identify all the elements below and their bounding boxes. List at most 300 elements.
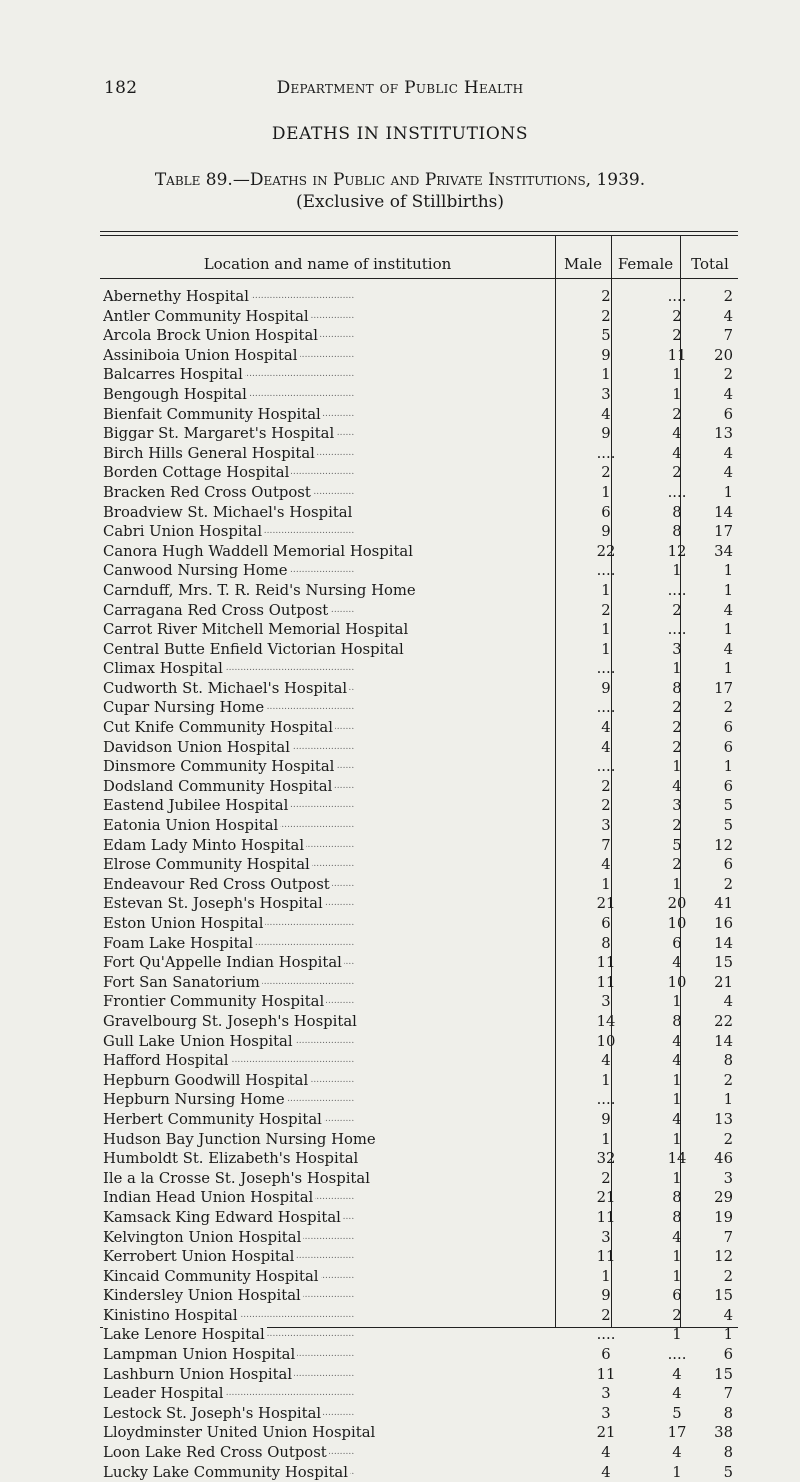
page-header bbox=[0, 78, 800, 108]
institution-name-cell bbox=[103, 1169, 517, 1189]
male-deaths-cell: .... bbox=[596, 444, 616, 462]
institution-name-cell bbox=[103, 620, 517, 640]
female-deaths-cell: .... bbox=[667, 288, 687, 305]
institution-name-cell bbox=[103, 1384, 517, 1404]
male-deaths-cell: 2 bbox=[601, 797, 611, 815]
institution-name-cell bbox=[103, 1012, 517, 1032]
table-row bbox=[0, 1267, 800, 1287]
institution-name: Fort San Sanatorium bbox=[103, 973, 260, 991]
female-deaths-cell: 4 bbox=[672, 1228, 682, 1246]
male-deaths-cell: 4 bbox=[601, 1463, 611, 1481]
table-row bbox=[0, 914, 800, 934]
total-deaths-cell: 6 bbox=[723, 719, 733, 737]
table-row bbox=[0, 816, 800, 836]
institution-name-cell bbox=[103, 287, 517, 307]
female-deaths-cell: 4 bbox=[672, 1444, 682, 1462]
female-deaths-cell: 12 bbox=[667, 542, 687, 560]
total-deaths-cell: 16 bbox=[714, 915, 733, 932]
institution-name-cell bbox=[103, 679, 517, 699]
institution-name: Assiniboia Union Hospital bbox=[103, 346, 298, 364]
institution-name-cell bbox=[103, 365, 517, 385]
female-deaths-cell: 1 bbox=[672, 1091, 682, 1109]
institution-name: Kincaid Community Hospital bbox=[103, 1267, 319, 1285]
male-deaths-cell: 8 bbox=[601, 934, 611, 952]
total-deaths-cell: 2 bbox=[723, 875, 733, 893]
institution-name-cell bbox=[103, 836, 517, 856]
institution-name-cell bbox=[103, 1208, 517, 1228]
total-deaths-cell: 46 bbox=[714, 1150, 733, 1168]
total-deaths-cell: 4 bbox=[723, 640, 733, 658]
female-deaths-cell: 3 bbox=[672, 797, 682, 815]
female-deaths-cell: 1 bbox=[672, 562, 682, 580]
institution-name: Eastend Jubilee Hospital bbox=[103, 797, 289, 815]
female-deaths-cell: 1 bbox=[672, 1248, 682, 1266]
table-row bbox=[0, 444, 800, 464]
institution-name: Loon Lake Red Cross Outpost bbox=[103, 1444, 327, 1462]
total-deaths-cell: 34 bbox=[714, 542, 733, 560]
total-deaths-cell: 38 bbox=[714, 1424, 733, 1442]
institution-name: Lloydminster United Union Hospital bbox=[103, 1424, 376, 1442]
institution-name: Biggar St. Margaret's Hospital bbox=[103, 425, 335, 443]
female-deaths-cell: 8 bbox=[672, 1208, 682, 1226]
table-row bbox=[0, 1188, 800, 1208]
institution-name: Cabri Union Hospital bbox=[103, 523, 263, 541]
institution-name-cell bbox=[103, 1149, 517, 1169]
male-deaths-cell: 4 bbox=[601, 719, 611, 737]
institution-name-cell bbox=[103, 777, 517, 797]
total-deaths-cell: 13 bbox=[714, 425, 733, 443]
institution-name-cell bbox=[103, 1032, 517, 1052]
institution-name-cell bbox=[103, 1071, 517, 1091]
institution-name-cell bbox=[103, 1325, 517, 1345]
female-deaths-cell: 1 bbox=[672, 993, 682, 1011]
male-deaths-cell: 3 bbox=[601, 1228, 611, 1246]
institution-name: Climax Hospital bbox=[103, 660, 223, 678]
table-row bbox=[0, 1149, 800, 1169]
male-deaths-cell: .... bbox=[596, 758, 616, 776]
institution-name: Herbert Community Hospital bbox=[103, 1110, 322, 1128]
institution-name: Arcola Brock Union Hospital bbox=[103, 327, 319, 345]
table-top-rule-inner bbox=[100, 235, 738, 236]
institution-name: Central Butte Enfield Victorian Hospital bbox=[103, 640, 404, 658]
institution-name-cell bbox=[103, 1286, 517, 1306]
male-deaths-cell: 1 bbox=[601, 1130, 611, 1148]
female-deaths-cell: 20 bbox=[667, 895, 687, 913]
institution-name-cell bbox=[103, 444, 517, 464]
female-deaths-cell: 17 bbox=[667, 1424, 687, 1442]
institution-name-cell bbox=[103, 816, 517, 836]
institution-name-cell bbox=[103, 1228, 517, 1248]
male-deaths-cell: 3 bbox=[601, 993, 611, 1011]
total-deaths-cell: 2 bbox=[723, 1071, 733, 1089]
male-deaths-cell: 21 bbox=[596, 895, 616, 913]
total-deaths-cell: 4 bbox=[723, 444, 733, 462]
column-header-male: Male bbox=[564, 255, 602, 273]
table-row bbox=[0, 1247, 800, 1267]
female-deaths-cell: 4 bbox=[672, 1365, 682, 1383]
male-deaths-cell: 3 bbox=[601, 1385, 611, 1403]
table-row bbox=[0, 385, 800, 405]
institution-name: Eston Union Hospital bbox=[103, 915, 264, 932]
total-deaths-cell: 1 bbox=[723, 581, 733, 599]
table-row bbox=[0, 1032, 800, 1052]
male-deaths-cell: 9 bbox=[601, 679, 611, 697]
male-deaths-cell: .... bbox=[596, 562, 616, 580]
institution-name: Borden Cottage Hospital bbox=[103, 464, 290, 482]
institution-name-cell bbox=[103, 1443, 517, 1463]
male-deaths-cell: .... bbox=[596, 1326, 616, 1344]
female-deaths-cell: 1 bbox=[672, 1326, 682, 1344]
total-deaths-cell: 15 bbox=[714, 954, 733, 972]
total-deaths-cell: 4 bbox=[723, 464, 733, 482]
institution-name: Cut Knife Community Hospital bbox=[103, 719, 333, 737]
institution-name: Hepburn Nursing Home bbox=[103, 1091, 285, 1109]
institution-name: Carrot River Mitchell Memorial Hospital bbox=[103, 621, 409, 639]
page-number: 182 bbox=[104, 78, 138, 98]
male-deaths-cell: 1 bbox=[601, 483, 611, 501]
total-deaths-cell: 4 bbox=[723, 993, 733, 1011]
male-deaths-cell: 21 bbox=[596, 1189, 616, 1207]
table-row bbox=[0, 1306, 800, 1326]
male-deaths-cell: 1 bbox=[601, 875, 611, 893]
institution-name: Ile a la Crosse St. Joseph's Hospital bbox=[103, 1169, 370, 1187]
female-deaths-cell: 11 bbox=[667, 346, 687, 364]
institution-name: Balcarres Hospital bbox=[103, 366, 243, 384]
total-deaths-cell: 7 bbox=[723, 327, 733, 345]
male-deaths-cell: 4 bbox=[601, 1052, 611, 1070]
male-deaths-cell: .... bbox=[596, 1091, 616, 1109]
table-row bbox=[0, 1051, 800, 1071]
table-row bbox=[0, 679, 800, 699]
institution-name: Lestock St. Joseph's Hospital bbox=[103, 1404, 322, 1422]
institution-name: Carragana Red Cross Outpost bbox=[103, 601, 329, 619]
total-deaths-cell: 41 bbox=[714, 895, 733, 913]
male-deaths-cell: 11 bbox=[596, 1248, 616, 1266]
table-row bbox=[0, 659, 800, 679]
female-deaths-cell: 1 bbox=[672, 1130, 682, 1148]
total-deaths-cell: 2 bbox=[723, 288, 733, 305]
total-deaths-cell: 4 bbox=[723, 1306, 733, 1324]
table-row bbox=[0, 1012, 800, 1032]
female-deaths-cell: 4 bbox=[672, 1032, 682, 1050]
female-deaths-cell: 3 bbox=[672, 640, 682, 658]
male-deaths-cell: 22 bbox=[596, 542, 616, 560]
institution-name: Carnduff, Mrs. T. R. Reid's Nursing Home bbox=[103, 581, 416, 599]
institution-name: Lucky Lake Community Hospital bbox=[103, 1463, 348, 1481]
total-deaths-cell: 6 bbox=[723, 738, 733, 756]
table-row bbox=[0, 307, 800, 327]
table-top-rule bbox=[100, 231, 738, 232]
female-deaths-cell: 1 bbox=[672, 875, 682, 893]
male-deaths-cell: 9 bbox=[601, 425, 611, 443]
table-row bbox=[0, 1325, 800, 1345]
table-row bbox=[0, 581, 800, 601]
institution-name: Gull Lake Union Hospital bbox=[103, 1032, 293, 1050]
institution-name-cell bbox=[103, 307, 517, 327]
male-deaths-cell: 1 bbox=[601, 621, 611, 639]
female-deaths-cell: 10 bbox=[667, 973, 687, 991]
female-deaths-cell: 14 bbox=[667, 1150, 687, 1168]
male-deaths-cell: 10 bbox=[596, 1032, 616, 1050]
table-row bbox=[0, 1423, 800, 1443]
table-row bbox=[0, 463, 800, 483]
institution-name-cell bbox=[103, 757, 517, 777]
institution-name: Fort Qu'Appelle Indian Hospital bbox=[103, 954, 342, 972]
table-row bbox=[0, 738, 800, 758]
total-deaths-cell: 1 bbox=[723, 758, 733, 776]
institution-name: Hudson Bay Junction Nursing Home bbox=[103, 1130, 376, 1148]
institution-name-cell bbox=[103, 1247, 517, 1267]
institution-name-cell bbox=[103, 1404, 517, 1424]
table-header-rule bbox=[100, 278, 738, 279]
table-row bbox=[0, 836, 800, 856]
male-deaths-cell: 1 bbox=[601, 366, 611, 384]
institution-name: Kelvington Union Hospital bbox=[103, 1228, 302, 1246]
table-row bbox=[0, 1365, 800, 1385]
female-deaths-cell: 5 bbox=[672, 1404, 682, 1422]
female-deaths-cell: 4 bbox=[672, 1110, 682, 1128]
table-row bbox=[0, 973, 800, 993]
table-row bbox=[0, 796, 800, 816]
female-deaths-cell: 1 bbox=[672, 660, 682, 678]
male-deaths-cell: 6 bbox=[601, 503, 611, 521]
total-deaths-cell: 14 bbox=[714, 503, 733, 521]
institution-name-cell bbox=[103, 640, 517, 660]
total-deaths-cell: 21 bbox=[714, 973, 733, 991]
male-deaths-cell: 11 bbox=[596, 973, 616, 991]
column-header-total: Total bbox=[691, 255, 729, 273]
institution-name-cell bbox=[103, 1306, 517, 1326]
table-caption-title: Table 89.—Deaths in Public and Private Institutions, 1939. bbox=[154, 170, 646, 190]
institution-name-cell bbox=[103, 914, 517, 934]
institution-name-cell bbox=[103, 698, 517, 718]
institution-name: Bengough Hospital bbox=[103, 385, 247, 403]
institution-name: Hepburn Goodwill Hospital bbox=[103, 1071, 309, 1089]
table-row bbox=[0, 1443, 800, 1463]
institution-name: Indian Head Union Hospital bbox=[103, 1189, 314, 1207]
institution-name: Frontier Community Hospital bbox=[103, 993, 325, 1011]
table-row bbox=[0, 1228, 800, 1248]
male-deaths-cell: 5 bbox=[601, 327, 611, 345]
female-deaths-cell: 1 bbox=[672, 1463, 682, 1481]
total-deaths-cell: 8 bbox=[723, 1444, 733, 1462]
female-deaths-cell: 8 bbox=[672, 1012, 682, 1030]
male-deaths-cell: 2 bbox=[601, 464, 611, 482]
institution-name: Estevan St. Joseph's Hospital bbox=[103, 895, 323, 913]
table-row bbox=[0, 1384, 800, 1404]
table-row bbox=[0, 1169, 800, 1189]
female-deaths-cell: 1 bbox=[672, 1267, 682, 1285]
institution-name: Lashburn Union Hospital bbox=[103, 1365, 293, 1383]
female-deaths-cell: .... bbox=[667, 1346, 687, 1364]
section-title: DEATHS IN INSTITUTIONS bbox=[271, 124, 529, 144]
institution-name-cell bbox=[103, 581, 517, 601]
table-row bbox=[0, 1090, 800, 1110]
column-header-female: Female bbox=[617, 255, 674, 273]
male-deaths-cell: 2 bbox=[601, 777, 611, 795]
male-deaths-cell: 32 bbox=[596, 1150, 616, 1168]
institution-name: Cupar Nursing Home bbox=[103, 699, 265, 717]
male-deaths-cell: 4 bbox=[601, 856, 611, 874]
male-deaths-cell: 2 bbox=[601, 1306, 611, 1324]
male-deaths-cell: 1 bbox=[601, 640, 611, 658]
institution-name: Eatonia Union Hospital bbox=[103, 817, 279, 835]
total-deaths-cell: 5 bbox=[723, 1463, 733, 1481]
table-row bbox=[0, 365, 800, 385]
institution-name-cell bbox=[103, 1090, 517, 1110]
male-deaths-cell: 9 bbox=[601, 1287, 611, 1305]
institution-name-cell bbox=[103, 796, 517, 816]
female-deaths-cell: 2 bbox=[672, 719, 682, 737]
table-body bbox=[0, 287, 800, 1482]
male-deaths-cell: 3 bbox=[601, 817, 611, 835]
table-row bbox=[0, 1286, 800, 1306]
institution-name-cell bbox=[103, 1267, 517, 1287]
female-deaths-cell: 4 bbox=[672, 1385, 682, 1403]
female-deaths-cell: 4 bbox=[672, 777, 682, 795]
institution-name: Kerrobert Union Hospital bbox=[103, 1248, 295, 1266]
female-deaths-cell: 2 bbox=[672, 1306, 682, 1324]
table-row bbox=[0, 424, 800, 444]
institution-name-cell bbox=[103, 483, 517, 503]
total-deaths-cell: 1 bbox=[723, 621, 733, 639]
male-deaths-cell: 4 bbox=[601, 405, 611, 423]
table-row bbox=[0, 875, 800, 895]
table-row bbox=[0, 620, 800, 640]
table-row bbox=[0, 855, 800, 875]
institution-name: Leader Hospital bbox=[103, 1385, 224, 1403]
institution-name-cell bbox=[103, 1345, 517, 1365]
total-deaths-cell: 1 bbox=[723, 1326, 733, 1344]
institution-name-cell bbox=[103, 973, 517, 993]
total-deaths-cell: 22 bbox=[714, 1012, 733, 1030]
male-deaths-cell: 11 bbox=[596, 1365, 616, 1383]
total-deaths-cell: 15 bbox=[714, 1365, 733, 1383]
female-deaths-cell: 2 bbox=[672, 464, 682, 482]
male-deaths-cell: 3 bbox=[601, 1404, 611, 1422]
table-row bbox=[0, 698, 800, 718]
total-deaths-cell: 2 bbox=[723, 1267, 733, 1285]
female-deaths-cell: .... bbox=[667, 621, 687, 639]
institution-name: Canora Hugh Waddell Memorial Hospital bbox=[103, 542, 413, 560]
table-row bbox=[0, 346, 800, 366]
total-deaths-cell: 20 bbox=[714, 346, 733, 364]
institution-name: Canwood Nursing Home bbox=[103, 562, 288, 580]
female-deaths-cell: 2 bbox=[672, 817, 682, 835]
table-row bbox=[0, 934, 800, 954]
total-deaths-cell: 19 bbox=[714, 1208, 733, 1226]
institution-name: Kinistino Hospital bbox=[103, 1306, 238, 1324]
institution-name-cell bbox=[103, 463, 517, 483]
male-deaths-cell: 4 bbox=[601, 1444, 611, 1462]
female-deaths-cell: 4 bbox=[672, 1052, 682, 1070]
total-deaths-cell: 1 bbox=[723, 660, 733, 678]
male-deaths-cell: 3 bbox=[601, 385, 611, 403]
total-deaths-cell: 8 bbox=[723, 1404, 733, 1422]
total-deaths-cell: 12 bbox=[714, 836, 733, 854]
female-deaths-cell: 2 bbox=[672, 699, 682, 717]
male-deaths-cell: .... bbox=[596, 660, 616, 678]
table-row bbox=[0, 405, 800, 425]
total-deaths-cell: 6 bbox=[723, 856, 733, 874]
institution-name: Lake Lenore Hospital bbox=[103, 1326, 265, 1344]
institution-name-cell bbox=[103, 855, 517, 875]
male-deaths-cell: 2 bbox=[601, 1169, 611, 1187]
female-deaths-cell: 8 bbox=[672, 679, 682, 697]
male-deaths-cell: 11 bbox=[596, 1208, 616, 1226]
institution-name: Gravelbourg St. Joseph's Hospital bbox=[103, 1012, 357, 1030]
male-deaths-cell: .... bbox=[596, 699, 616, 717]
table-row bbox=[0, 1130, 800, 1150]
male-deaths-cell: 11 bbox=[596, 954, 616, 972]
institution-name: Dodsland Community Hospital bbox=[103, 777, 333, 795]
male-deaths-cell: 1 bbox=[601, 1071, 611, 1089]
table-row bbox=[0, 1404, 800, 1424]
total-deaths-cell: 3 bbox=[723, 1169, 733, 1187]
male-deaths-cell: 9 bbox=[601, 523, 611, 541]
female-deaths-cell: 2 bbox=[672, 327, 682, 345]
total-deaths-cell: 4 bbox=[723, 601, 733, 619]
total-deaths-cell: 1 bbox=[723, 483, 733, 501]
male-deaths-cell: 14 bbox=[596, 1012, 616, 1030]
table-row bbox=[0, 894, 800, 914]
male-deaths-cell: 21 bbox=[596, 1424, 616, 1442]
total-deaths-cell: 2 bbox=[723, 1130, 733, 1148]
female-deaths-cell: 8 bbox=[672, 503, 682, 521]
total-deaths-cell: 5 bbox=[723, 817, 733, 835]
institution-name-cell bbox=[103, 326, 517, 346]
table-caption-subtitle: (Exclusive of Stillbirths) bbox=[295, 192, 505, 212]
table-row bbox=[0, 522, 800, 542]
male-deaths-cell: 2 bbox=[601, 601, 611, 619]
institution-name-cell bbox=[103, 1188, 517, 1208]
female-deaths-cell: 4 bbox=[672, 954, 682, 972]
table-row bbox=[0, 992, 800, 1012]
table-row bbox=[0, 757, 800, 777]
total-deaths-cell: 4 bbox=[723, 385, 733, 403]
institution-name: Bienfait Community Hospital bbox=[103, 405, 321, 423]
institution-name: Bracken Red Cross Outpost bbox=[103, 483, 311, 501]
male-deaths-cell: 6 bbox=[601, 1346, 611, 1364]
total-deaths-cell: 14 bbox=[714, 1032, 733, 1050]
institution-name: Cudworth St. Michael's Hospital bbox=[103, 679, 348, 697]
institution-name-cell bbox=[103, 738, 517, 758]
institution-name: Dinsmore Community Hospital bbox=[103, 758, 335, 776]
institution-name: Kindersley Union Hospital bbox=[103, 1287, 301, 1305]
total-deaths-cell: 7 bbox=[723, 1385, 733, 1403]
total-deaths-cell: 13 bbox=[714, 1110, 733, 1128]
institution-name: Abernethy Hospital bbox=[103, 288, 249, 305]
female-deaths-cell: 2 bbox=[672, 738, 682, 756]
female-deaths-cell: 8 bbox=[672, 1189, 682, 1207]
female-deaths-cell: 8 bbox=[672, 523, 682, 541]
institution-name-cell bbox=[103, 718, 517, 738]
institution-name: Hafford Hospital bbox=[103, 1052, 229, 1070]
institution-name: Edam Lady Minto Hospital bbox=[103, 836, 305, 854]
female-deaths-cell: 2 bbox=[672, 307, 682, 325]
total-deaths-cell: 1 bbox=[723, 1091, 733, 1109]
institution-name-cell bbox=[103, 542, 517, 562]
female-deaths-cell: 1 bbox=[672, 1169, 682, 1187]
total-deaths-cell: 17 bbox=[714, 679, 733, 697]
table-row bbox=[0, 1110, 800, 1130]
table-row bbox=[0, 718, 800, 738]
total-deaths-cell: 7 bbox=[723, 1228, 733, 1246]
institution-name-cell bbox=[103, 405, 517, 425]
female-deaths-cell: 6 bbox=[672, 934, 682, 952]
female-deaths-cell: 1 bbox=[672, 758, 682, 776]
female-deaths-cell: 10 bbox=[667, 915, 687, 932]
